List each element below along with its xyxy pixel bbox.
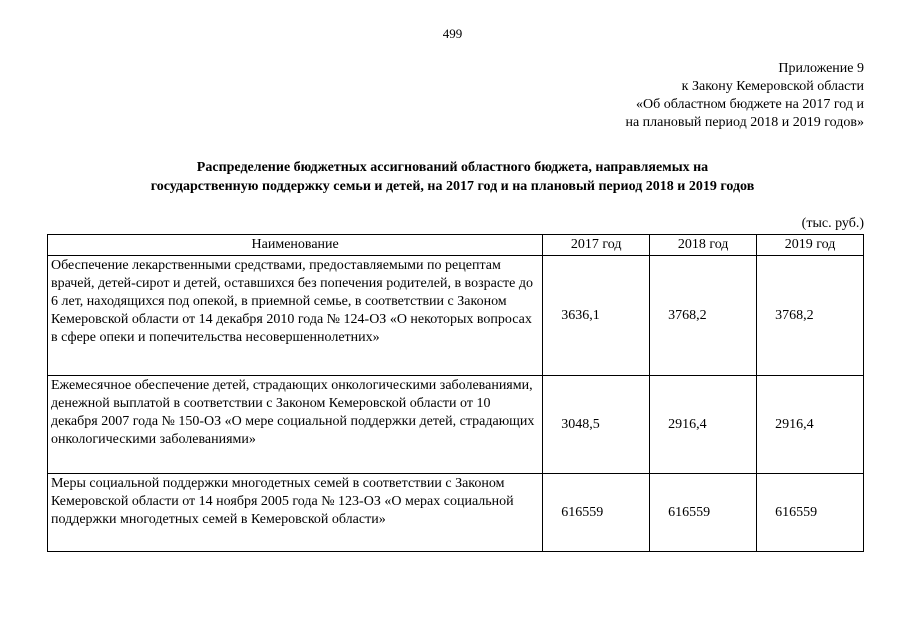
table-row: [48, 256, 864, 376]
table-header-row: [48, 235, 864, 256]
appendix-line-1: Приложение 9: [778, 61, 864, 76]
appendix-line-4: на плановый период 2018 и 2019 годов»: [625, 115, 864, 130]
page-number: 499: [442, 26, 463, 41]
header-2017: 2017 год: [543, 235, 650, 256]
table-row: [48, 474, 864, 552]
row-value-2019: 2916,4: [757, 376, 864, 474]
header-name: Наименование: [48, 235, 543, 256]
row-value-2018: 2916,4: [650, 376, 757, 474]
table-row: [48, 376, 864, 474]
row-value-2019: 616559: [757, 474, 864, 552]
title-line-2: государственную поддержку семьи и детей, на 2017 год и на плановый период 2018 и 2019 годов: [150, 179, 755, 194]
row-value-2019: 3768,2: [757, 256, 864, 376]
row-name: Меры социальной поддержки многодетных семей в соответствии с Законом Кемеровской области от 14 ноября 2005 года № 123-ОЗ «О мерах социальной поддержки многодетных семей в Кемеровской области»: [48, 474, 543, 552]
appendix-line-2: к Закону Кемеровской области: [681, 79, 864, 94]
document-title: [0, 158, 905, 196]
row-name: Ежемесячное обеспечение детей, страдающих онкологическими заболеваниями, денежной выплатой в соответствии с Законом Кемеровской области от 10 декабря 2007 года № 150-ОЗ «О мере социальной поддержки детей, страдающих онкологическими заболеваниями»: [48, 376, 543, 474]
header-2019: 2019 год: [757, 235, 864, 256]
budget-table: [47, 234, 864, 552]
row-value-2017: 616559: [543, 474, 650, 552]
row-value-2018: 616559: [650, 474, 757, 552]
row-name: Обеспечение лекарственными средствами, предоставляемыми по рецептам врачей, детей-сирот и детей, оставшихся без попечения родителей, в возрасте до 6 лет, находящихся под опекой, в приемной семье, в соответствии с Законом Кемеровской области от 14 декабря 2010 года № 124-ОЗ «О некоторых вопросах в сфере опеки и попечительства несовершеннолетних»: [48, 256, 543, 376]
row-value-2017: 3636,1: [543, 256, 650, 376]
title-line-1: Распределение бюджетных ассигнований областного бюджета, направляемых на: [196, 160, 709, 175]
row-value-2017: 3048,5: [543, 376, 650, 474]
header-2018: 2018 год: [650, 235, 757, 256]
appendix-line-3: «Об областном бюджете на 2017 год и: [636, 97, 864, 112]
units-label: (тыс. руб.): [801, 216, 864, 231]
appendix-header: [625, 60, 864, 132]
row-value-2018: 3768,2: [650, 256, 757, 376]
